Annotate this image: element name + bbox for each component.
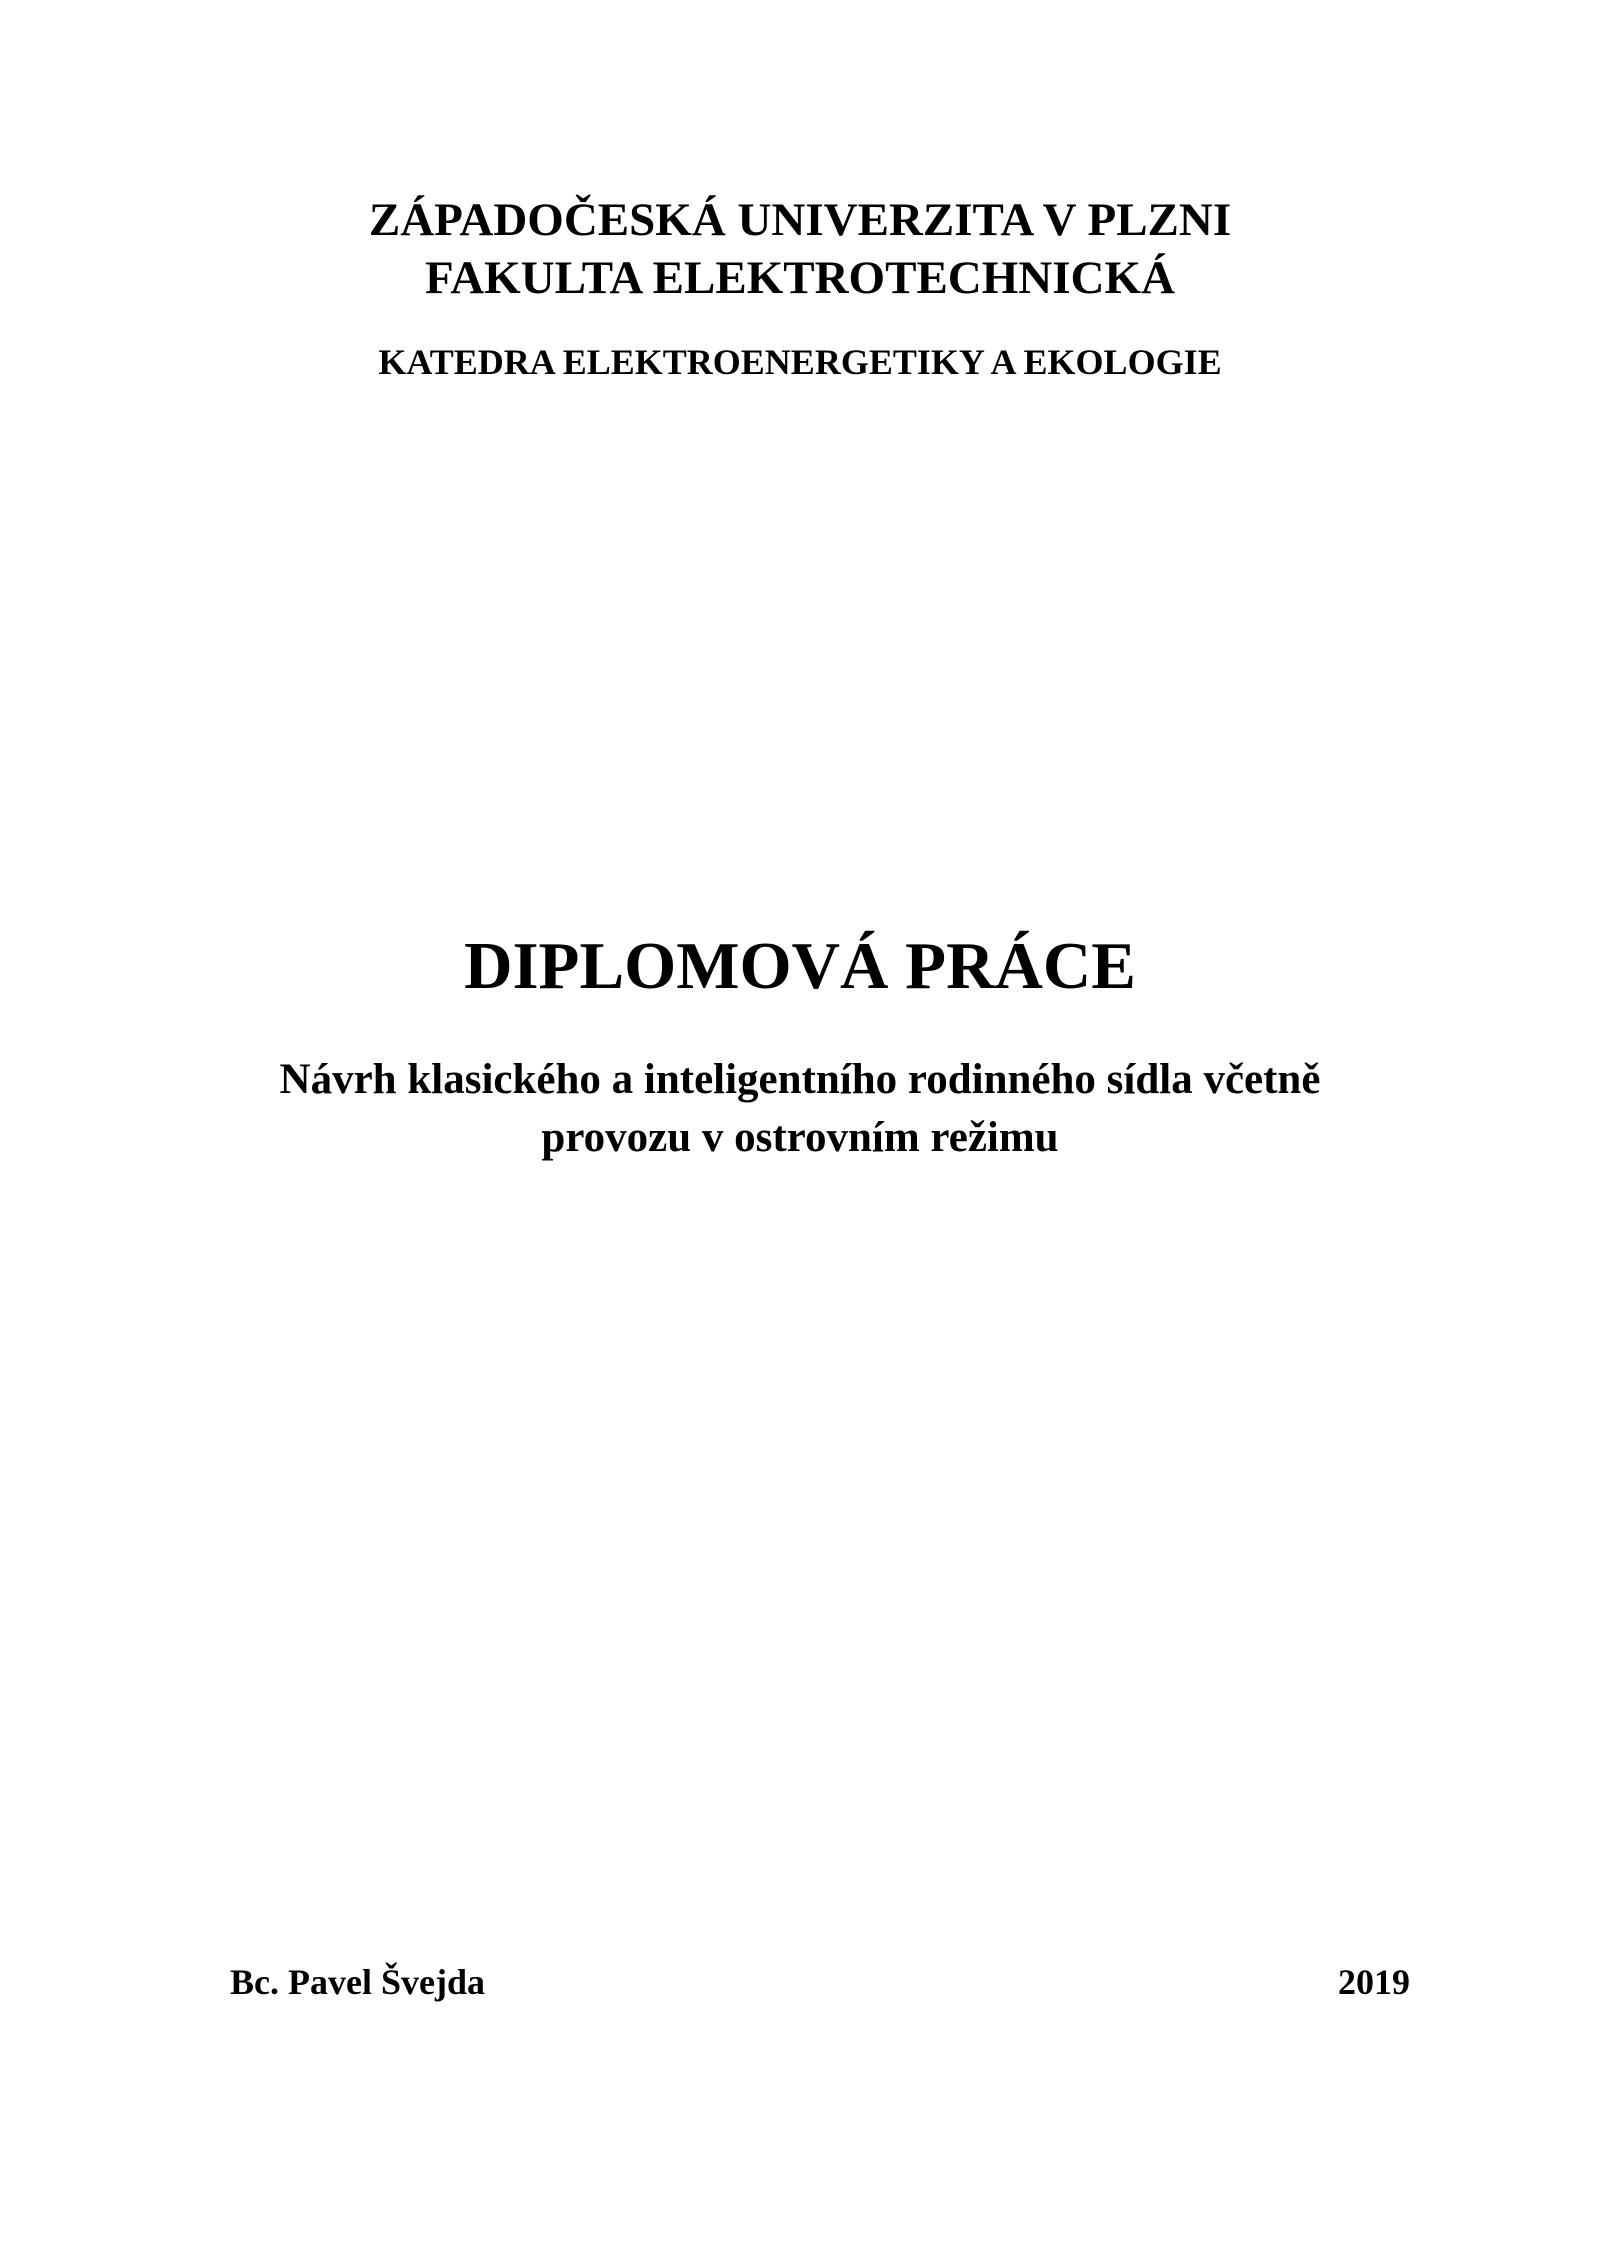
document-type-heading: DIPLOMOVÁ PRÁCE: [464, 929, 1136, 1003]
university-name: ZÁPADOČESKÁ UNIVERZITA V PLZNI: [368, 194, 1232, 246]
submission-year: 2019: [1338, 1962, 1410, 2002]
thesis-title-line-1: Návrh klasického a inteligentního rodinného sídla včetně: [279, 1056, 1321, 1103]
faculty-name: FAKULTA ELEKTROTECHNICKÁ: [425, 252, 1175, 304]
author-name: Bc. Pavel Švejda: [230, 1962, 485, 2002]
thesis-title-line-2: provozu v ostrovním režimu: [541, 1114, 1059, 1161]
department-name: KATEDRA ELEKTROENERGETIKY A EKOLOGIE: [378, 342, 1222, 382]
